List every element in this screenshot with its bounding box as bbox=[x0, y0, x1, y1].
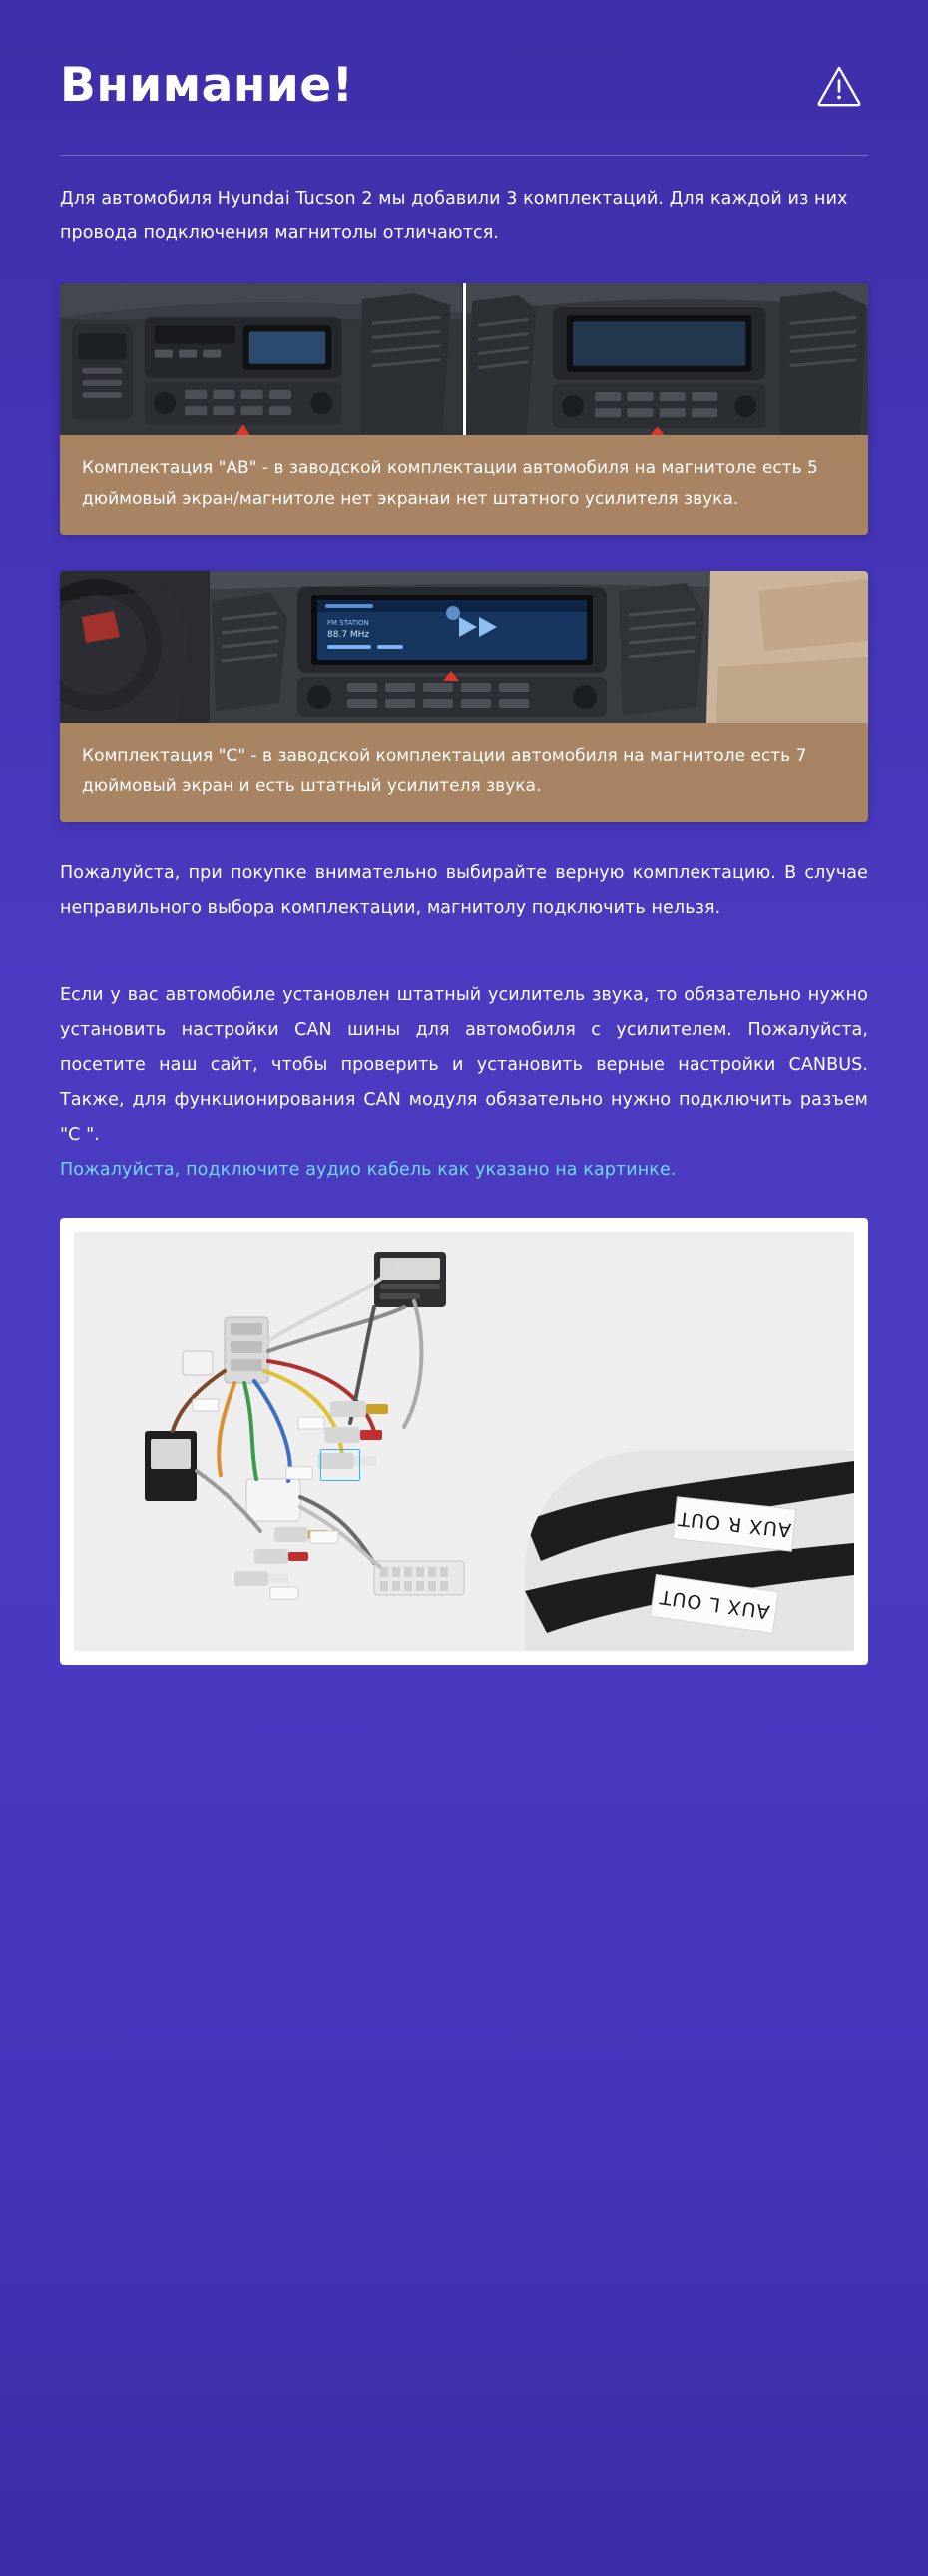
harness-photo-card bbox=[60, 1218, 868, 1665]
harness-photo bbox=[74, 1232, 854, 1651]
svg-text:AUX R OUT: AUX R OUT bbox=[676, 1507, 793, 1541]
variant-ab-block bbox=[60, 283, 868, 535]
choose-warning-paragraph: Пожалуйста, при покупке внимательно выбирайте верную комплектацию. В случае неправильного выбора комплектации, магнитолу подключить нельзя. bbox=[60, 863, 868, 918]
amplifier-note-paragraph: Если у вас автомобиле установлен штатный усилитель звука, то обязательно нужно установить настройки CAN шины для автомобиля с усилителем. Пожалуйста, посетите наш сайт, чтобы проверить и установить верные настройки CANBUS. Также, для функционирования CAN модуля обязательно нужно подключить разъем "C ". bbox=[60, 985, 868, 1145]
zoom-callout bbox=[525, 1451, 854, 1651]
svg-text:FM STATION: FM STATION bbox=[327, 619, 369, 627]
variant-c-block bbox=[60, 571, 868, 822]
page-header bbox=[60, 0, 868, 113]
intro-paragraph: Для автомобиля Hyundai Tucson 2 мы добавили 3 комплектаций. Для каждой из них провода подключения магнитолы отличаются. bbox=[60, 189, 848, 243]
cable-highlight-paragraph bbox=[60, 1153, 868, 1188]
dashboard-photo-b bbox=[463, 283, 869, 435]
header-divider bbox=[60, 155, 868, 156]
zoom-highlight-box bbox=[320, 1449, 360, 1481]
variant-c-caption: Комплектация "C" - в заводской комплектации автомобиля на магнитоле есть 7 дюймовый экран и есть штатный усилителя звука. bbox=[60, 723, 868, 822]
dashboard-photo-a bbox=[60, 283, 463, 435]
variant-ab-photos bbox=[60, 283, 868, 435]
warning-triangle-icon bbox=[816, 63, 862, 109]
dashboard-photo-c bbox=[60, 571, 868, 723]
cable-highlight-text: Пожалуйста, подключите аудио кабель как указано на картинке. bbox=[60, 1160, 677, 1180]
variant-ab-caption: Комплектация "AB" - в заводской комплектации автомобиля на магнитоле есть 5 дюймовый экран/магнитоле нет экранаи нет штатного усилителя звука. bbox=[60, 435, 868, 535]
svg-text:AUX L OUT: AUX L OUT bbox=[657, 1585, 771, 1623]
page-title: Внимание! bbox=[60, 58, 354, 113]
svg-text:88.7 MHz: 88.7 MHz bbox=[327, 630, 370, 640]
